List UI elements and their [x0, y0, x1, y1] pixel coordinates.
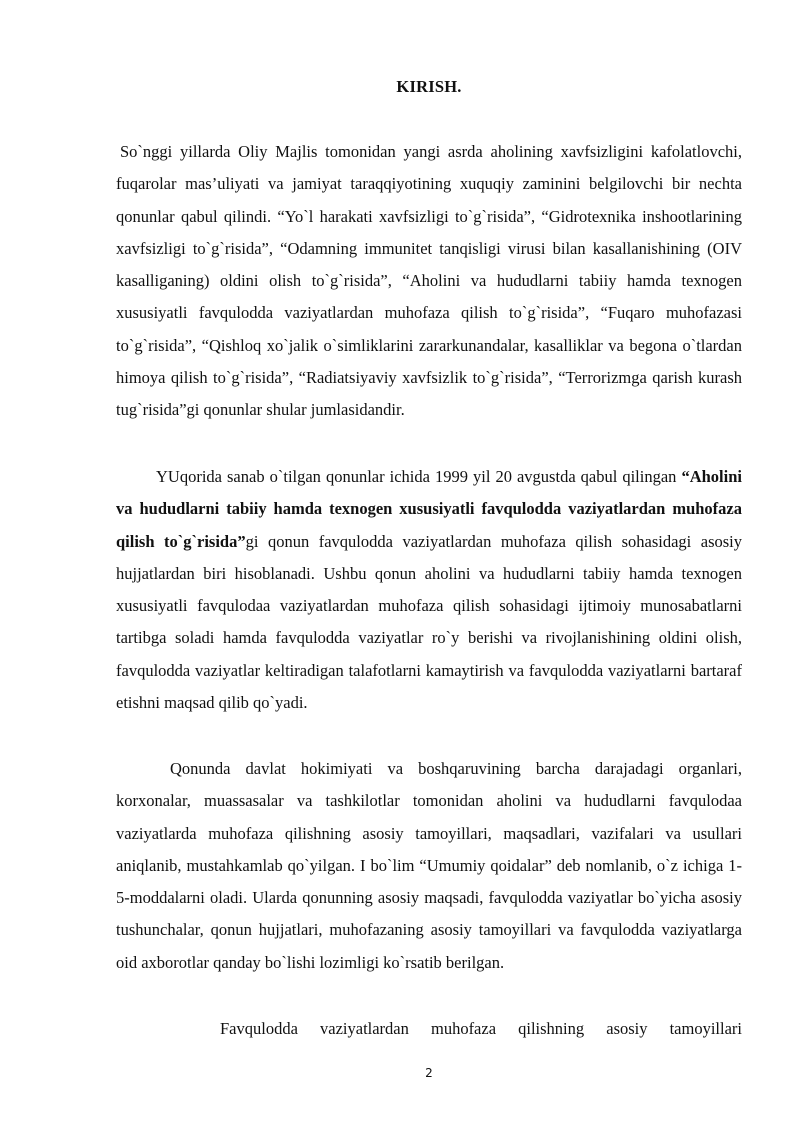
paragraph-law-contents: Qonunda davlat hokimiyati va boshqaruvining barcha darajadagi organlari, korxonalar, muassasalar va tashkilotlar tomonidan aholini va hududlarni favqulodaa vaziyatlarda muhofaza qilishning asosiy tamoyillari, maqsadlari, vazifalari va usullari aniqlanib, mustahkamlab qo`yilgan. I bo`lim “Umumiy qoidalar” deb nomlanib, o`z ichiga 1-5-moddalarni oladi. Ularda qonunning asosiy maqsadi, favqulodda vaziyatlar bo`yicha asosiy tushunchalar, qonun hujjatlari, muhofazaning asosiy tamoyillari va favqulodda vaziyatlarga oid axborotlar qanday bo`lishi lozimligi ko`rsatib berilgan. [116, 759, 742, 972]
paragraph-law-overview [116, 461, 742, 719]
paragraph-principles-start: Favqulodda vaziyatlardan muhofaza qilishning asosiy tamoyillari [220, 1019, 742, 1038]
law-title-bold: “Aholini va hududlarni tabiiy hamda texnogen xususiyatli favqulodda vaziyatlardan muhofaza qilish to`g`risida” [116, 467, 742, 551]
page-number: 2 [425, 1066, 433, 1080]
paragraph-law-rest-text: gi qonun favqulodda vaziyatlardan muhofaza qilish sohasidagi asosiy hujjatlardan biri hisoblanadi. Ushbu qonun aholini va hududlarni tabiiy hamda texnogen xususiyatli favqulodaa vaziyatlardan muhofaza qilish sohasidagi ijtimoiy munosabatlarni tartibga soladi hamda favqulodda vaziyatlar ro`y berishi va rivojlanishining oldini olish, favqulodda vaziyatlar keltiradigan talafotlarni kamaytirish va favqulodda vaziyatlarni bartaraf etishni maqsad qilib qo`yadi. [116, 531, 742, 713]
paragraph-law-intro-text: YUqorida sanab o`tilgan qonunlar ichida 1999 yil 20 avgustda qabul qilingan [156, 467, 682, 486]
paragraph-intro: So`nggi yillarda Oliy Majlis tomonidan yangi asrda aholining xavfsizligini kafolatlovchi, fuqarolar mas’uliyati va jamiyat taraqqiyotining xuquqiy zaminini belgilovchi bir nechta qonunlar qabul qilindi. “Yo`l harakati xavfsizligi to`g`risida”, “Gidrotexnika inshootlarining xavfsizligi to`g`risida”, “Odamning immunitet tanqisligi virusi bilan kasallanishining (OIV kasalliganing) oldini olish to`g`risida”, “Aholini va hududlarni tabiiy hamda texnogen xususiyatli favqulodda vaziyatlardan muhofaza qilish to`g`risida”, “Fuqaro muhofazasi to`g`risida”, “Qishloq xo`jalik o`simliklarini zararkunandalar, kasalliklar va begona o`tlardan himoya qilish to`g`risida”, “Radiatsiyaviy xavfsizlik to`g`risida”, “Terrorizmga qarish kurash tug`risida”gi qonunlar shular jumlasidandir. [116, 142, 742, 420]
page-title: KIRISH. [396, 77, 462, 96]
